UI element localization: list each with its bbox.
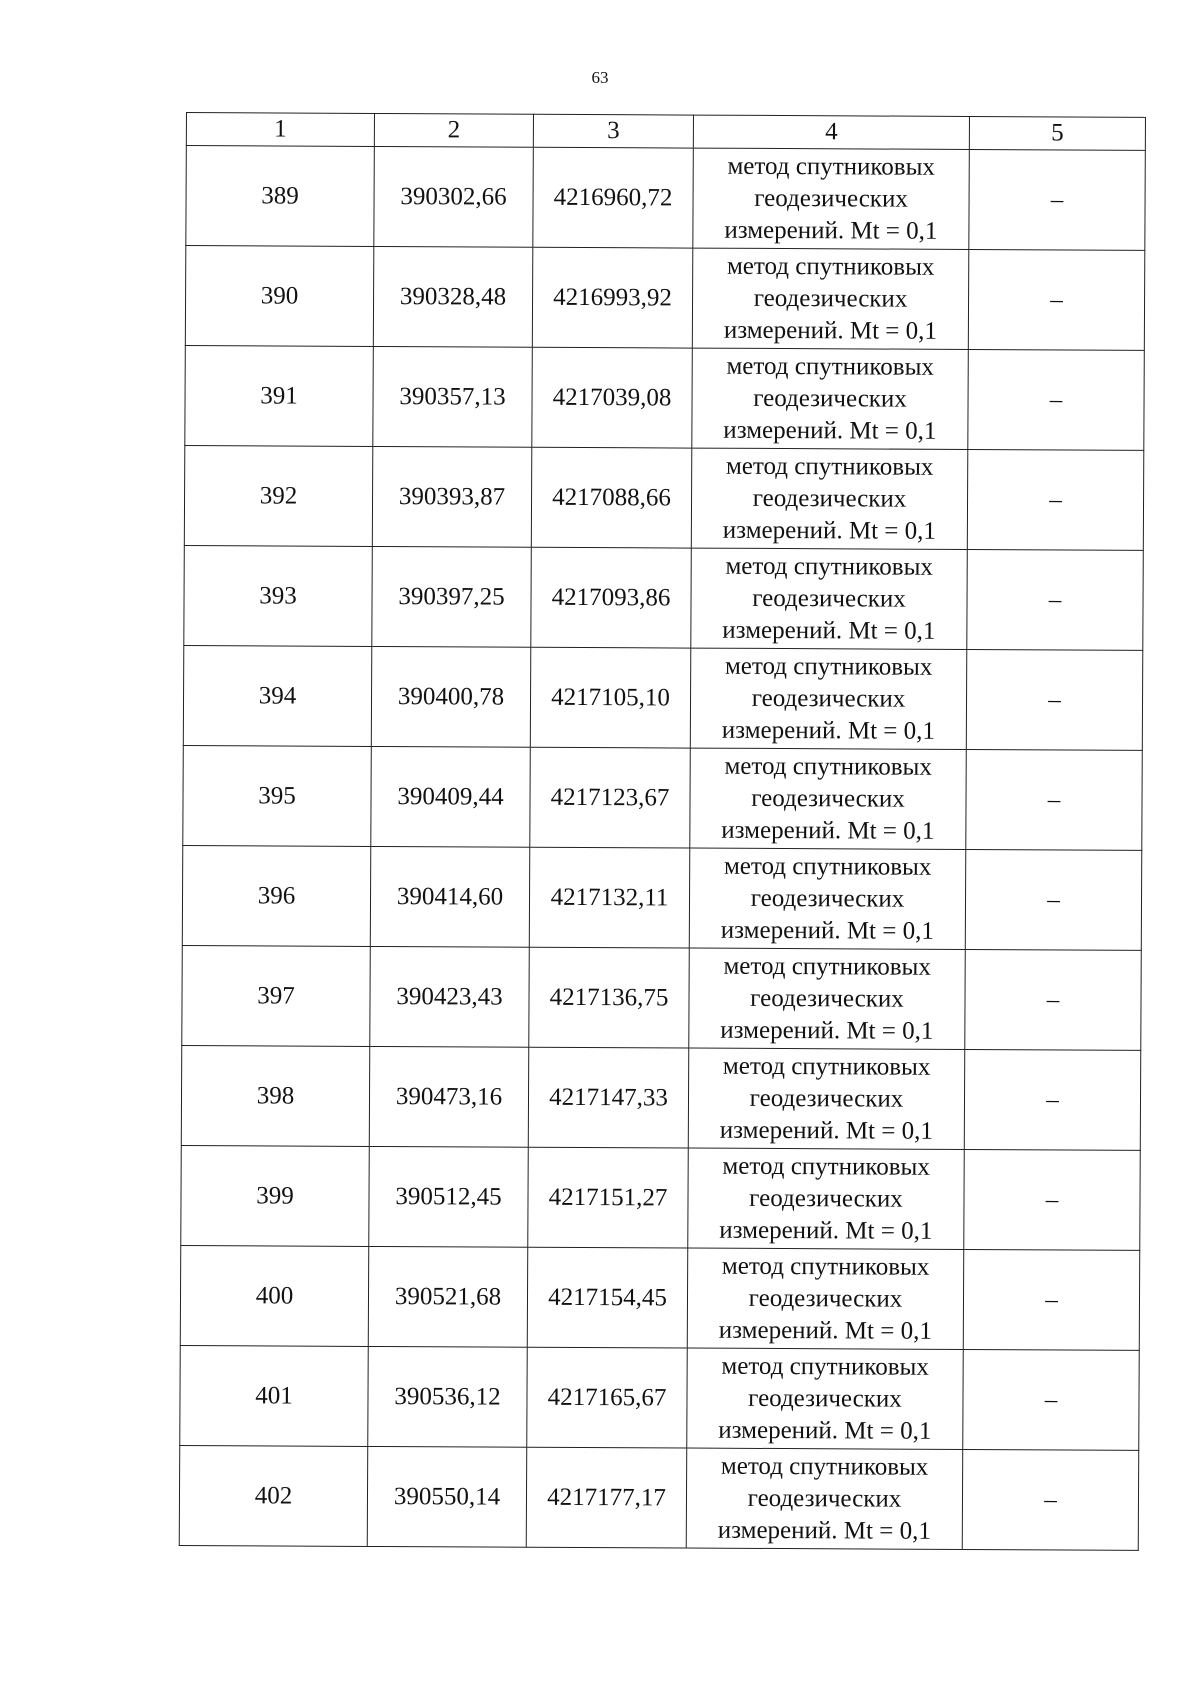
x-coordinate-cell: 390521,68 <box>368 1246 528 1347</box>
method-cell <box>689 948 966 1049</box>
method-cell <box>688 1048 965 1149</box>
point-number-cell: 393 <box>184 545 373 646</box>
y-coordinate-cell: 4217136,75 <box>529 947 690 1048</box>
table-row <box>185 345 1144 450</box>
x-coordinate-cell: 390473,16 <box>369 1046 529 1147</box>
table-row <box>180 1245 1139 1350</box>
note-cell: – <box>968 349 1145 450</box>
note-cell: – <box>963 1349 1140 1450</box>
method-line: метод спутниковых <box>725 552 933 581</box>
method-line: геодезических <box>749 1184 903 1213</box>
y-coordinate-cell: 4217151,27 <box>528 1147 689 1248</box>
column-header: 1 <box>186 113 374 147</box>
point-number-cell: 400 <box>180 1245 369 1346</box>
method-cell <box>689 848 966 949</box>
note-cell: – <box>962 1449 1139 1550</box>
method-line: метод спутниковых <box>722 1052 931 1081</box>
x-coordinate-cell: 390400,78 <box>371 646 531 747</box>
x-coordinate-cell: 390393,87 <box>372 446 532 547</box>
y-coordinate-cell: 4217105,10 <box>530 647 691 748</box>
page-number: 63 <box>591 68 609 87</box>
method-line: геодезических <box>747 1484 902 1513</box>
method-line: геодезических <box>753 284 908 313</box>
method-line: геодезических <box>751 784 905 813</box>
method-line: метод спутниковых <box>722 1152 930 1181</box>
method-cell <box>692 248 969 349</box>
y-coordinate-cell: 4217123,67 <box>530 747 691 848</box>
x-coordinate-cell: 390512,45 <box>369 1146 529 1247</box>
method-line: метод спутниковых <box>725 452 934 481</box>
table-row <box>183 645 1142 750</box>
method-line: метод спутниковых <box>726 352 934 381</box>
x-coordinate-cell: 390414,60 <box>370 846 530 947</box>
method-line: геодезических <box>751 684 906 713</box>
y-coordinate-cell: 4216960,72 <box>533 147 694 248</box>
column-header: 4 <box>693 115 969 149</box>
note-cell: – <box>963 1249 1140 1350</box>
note-cell: – <box>965 849 1142 950</box>
y-coordinate-cell: 4217177,17 <box>526 1447 687 1548</box>
y-coordinate-cell: 4216993,92 <box>532 247 693 348</box>
x-coordinate-cell: 390536,12 <box>368 1346 528 1447</box>
note-cell: – <box>965 949 1142 1050</box>
method-line: геодезических <box>748 1384 902 1413</box>
method-line: метод спутниковых <box>723 852 932 881</box>
point-number-cell: 394 <box>183 645 372 746</box>
method-cell <box>691 548 968 649</box>
point-number-cell: 392 <box>184 445 373 546</box>
y-coordinate-cell: 4217154,45 <box>527 1247 688 1348</box>
point-number-cell: 401 <box>180 1345 369 1446</box>
method-line: метод спутниковых <box>727 152 936 181</box>
table-row <box>179 1445 1138 1550</box>
column-header: 3 <box>533 114 693 148</box>
y-coordinate-cell: 4217147,33 <box>528 1047 689 1148</box>
note-cell: – <box>968 249 1145 350</box>
method-line: геодезических <box>750 984 904 1013</box>
method-line: измерений. Mt = 0,1 <box>724 216 938 245</box>
header-row <box>186 113 1145 151</box>
method-line: измерений. Mt = 0,1 <box>717 1516 931 1545</box>
coordinates-table <box>179 112 1146 1551</box>
method-line: метод спутниковых <box>724 652 933 681</box>
method-line: измерений. Mt = 0,1 <box>718 1416 932 1445</box>
column-header: 5 <box>969 116 1145 150</box>
method-line: геодезических <box>754 184 908 213</box>
point-number-cell: 396 <box>182 845 371 946</box>
method-line: метод спутниковых <box>720 1452 929 1481</box>
point-number-cell: 402 <box>179 1445 368 1546</box>
method-cell <box>687 1348 964 1449</box>
x-coordinate-cell: 390423,43 <box>370 946 530 1047</box>
method-line: метод спутниковых <box>723 952 931 981</box>
method-line: измерений. Mt = 0,1 <box>719 1116 933 1145</box>
point-number-cell: 390 <box>185 246 374 347</box>
table-row <box>182 845 1141 950</box>
method-line: измерений. Mt = 0,1 <box>720 1016 934 1045</box>
note-cell: – <box>964 1149 1141 1250</box>
method-cell <box>686 1448 963 1549</box>
point-number-cell: 398 <box>181 1045 370 1146</box>
method-line: измерений. Mt = 0,1 <box>719 1216 933 1245</box>
note-cell: – <box>967 549 1144 650</box>
x-coordinate-cell: 390328,48 <box>373 246 533 347</box>
method-line: измерений. Mt = 0,1 <box>723 416 937 445</box>
method-cell <box>687 1248 964 1349</box>
method-line: геодезических <box>749 1084 904 1113</box>
point-number-cell: 397 <box>182 945 371 1046</box>
table-row <box>180 1345 1139 1450</box>
method-cell <box>690 648 967 749</box>
note-cell: – <box>969 149 1146 250</box>
method-line: измерений. Mt = 0,1 <box>718 1316 932 1345</box>
point-number-cell: 391 <box>185 345 374 446</box>
table-row <box>181 1145 1140 1250</box>
method-cell <box>693 148 970 249</box>
method-cell <box>688 1148 965 1249</box>
method-line: измерений. Mt = 0,1 <box>721 816 935 845</box>
method-line: геодезических <box>753 384 907 413</box>
note-cell: – <box>966 649 1143 750</box>
method-cell <box>690 748 967 849</box>
column-header: 2 <box>374 113 533 147</box>
method-line: геодезических <box>752 584 906 613</box>
note-cell: – <box>967 449 1144 550</box>
method-line: измерений. Mt = 0,1 <box>723 316 938 345</box>
method-line: метод спутниковых <box>721 1352 929 1381</box>
x-coordinate-cell: 390397,25 <box>372 546 532 647</box>
table-row <box>186 146 1145 251</box>
table-row <box>184 545 1143 650</box>
method-line: измерений. Mt = 0,1 <box>722 516 936 545</box>
point-number-cell: 389 <box>186 146 375 247</box>
method-line: геодезических <box>748 1284 903 1313</box>
method-line: измерений. Mt = 0,1 <box>720 916 934 945</box>
x-coordinate-cell: 390302,66 <box>374 146 534 247</box>
point-number-cell: 399 <box>181 1145 370 1246</box>
x-coordinate-cell: 390409,44 <box>371 746 531 847</box>
y-coordinate-cell: 4217039,08 <box>532 347 693 448</box>
y-coordinate-cell: 4217088,66 <box>531 447 692 548</box>
method-line: геодезических <box>752 484 907 513</box>
method-line: метод спутниковых <box>721 1252 930 1281</box>
method-cell <box>692 348 969 449</box>
point-number-cell: 395 <box>183 745 372 846</box>
method-line: метод спутниковых <box>724 752 932 781</box>
method-line: метод спутниковых <box>726 252 935 281</box>
y-coordinate-cell: 4217093,86 <box>531 547 692 648</box>
table-row <box>182 945 1141 1050</box>
note-cell: – <box>964 1049 1141 1150</box>
y-coordinate-cell: 4217132,11 <box>529 847 690 948</box>
y-coordinate-cell: 4217165,67 <box>527 1347 688 1448</box>
method-line: измерений. Mt = 0,1 <box>721 716 935 745</box>
note-cell: – <box>966 749 1143 850</box>
table-row <box>181 1045 1140 1150</box>
method-line: измерений. Mt = 0,1 <box>722 616 936 645</box>
table-row <box>184 445 1143 550</box>
x-coordinate-cell: 390357,13 <box>373 346 533 447</box>
method-cell <box>691 448 968 549</box>
x-coordinate-cell: 390550,14 <box>367 1446 527 1547</box>
table-row <box>185 246 1144 351</box>
table-row <box>183 745 1142 850</box>
method-line: геодезических <box>750 884 905 913</box>
